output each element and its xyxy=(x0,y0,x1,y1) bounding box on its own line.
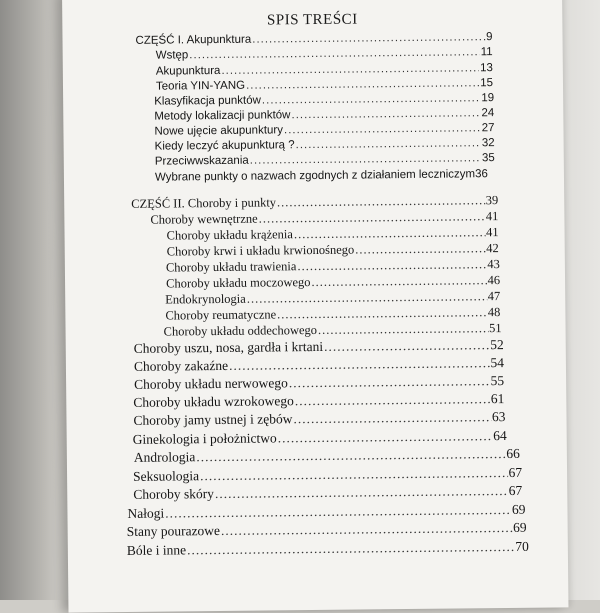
toc-entry: Nowe ujęcie akupunktury ..... 27 xyxy=(154,122,494,138)
toc-entry-part1-heading: CZĘŚĆ I. Akupunktura ..... 9 xyxy=(135,31,492,47)
page-title: SPIS TREŚCI xyxy=(266,11,358,29)
toc-entry: Ginekologia i położnictwo ..... 64 xyxy=(133,428,507,448)
toc-entry: Nałogi ..... 69 xyxy=(127,502,525,522)
toc-entry: Choroby krwi i układu krwionośnego ..... 42 xyxy=(167,241,499,259)
toc-entry: Stany pourazowe ..... 69 xyxy=(127,520,527,540)
background-left xyxy=(0,0,70,600)
table-of-contents xyxy=(62,0,568,613)
toc-entry: Choroby wewnętrzne ..... 41 xyxy=(150,209,498,228)
toc-entry: Choroby skóry ..... 67 xyxy=(133,483,522,503)
toc-entry: Choroby jamy ustnej i zębów ..... 63 xyxy=(133,409,505,429)
toc-entry: Choroby zakaźne ..... 54 xyxy=(134,355,504,375)
toc-entry: Klasyfikacja punktów ..... 19 xyxy=(154,92,494,108)
toc-entry: Choroby reumatyczne ..... 48 xyxy=(165,305,500,324)
toc-entry: Choroby układu moczowego ..... 46 xyxy=(166,273,500,291)
toc-entry-part2-heading: CZĘŚĆ II. Choroby i punkty ..... 39 xyxy=(131,193,498,212)
toc-entry: Kiedy leczyć akupunkturą ? ..... 32 xyxy=(155,137,495,153)
toc-entry: Choroby układu trawienia ..... 43 xyxy=(166,257,500,275)
toc-entry: Metody lokalizacji punktów ..... 24 xyxy=(154,107,494,123)
toc-entry: Choroby układu krążenia ..... 41 xyxy=(166,225,498,243)
toc-entry: Przeciwwskazania ..... 35 xyxy=(155,152,495,168)
toc-entry: Endokrynologia ..... 47 xyxy=(165,289,500,308)
toc-entry: Seksuologia ..... 67 xyxy=(133,465,522,485)
toc-entry: Choroby układu wzrokowego ..... 61 xyxy=(133,391,504,411)
toc-entry: Choroby uszu, nosa, gardła i krtani ..... 52 xyxy=(134,337,504,357)
toc-entry: Wstęp ..... 11 xyxy=(156,46,493,62)
toc-entry: Bóle i inne ..... 70 xyxy=(127,539,529,559)
toc-entry: Choroby układu nerwowego ..... 55 xyxy=(134,373,504,393)
toc-entry: Choroby układu oddechowego ..... 51 xyxy=(163,321,501,340)
toc-entry: Andrologia ..... 66 xyxy=(134,446,520,466)
toc-entry: Teoria YIN-YANG ..... 15 xyxy=(156,77,493,93)
toc-entry: Wybrane punkty o nazwach zgodnych z działaniem leczniczym36 xyxy=(154,168,488,184)
book-page xyxy=(62,0,568,613)
toc-entry: Akupunktura ..... 13 xyxy=(156,62,493,78)
